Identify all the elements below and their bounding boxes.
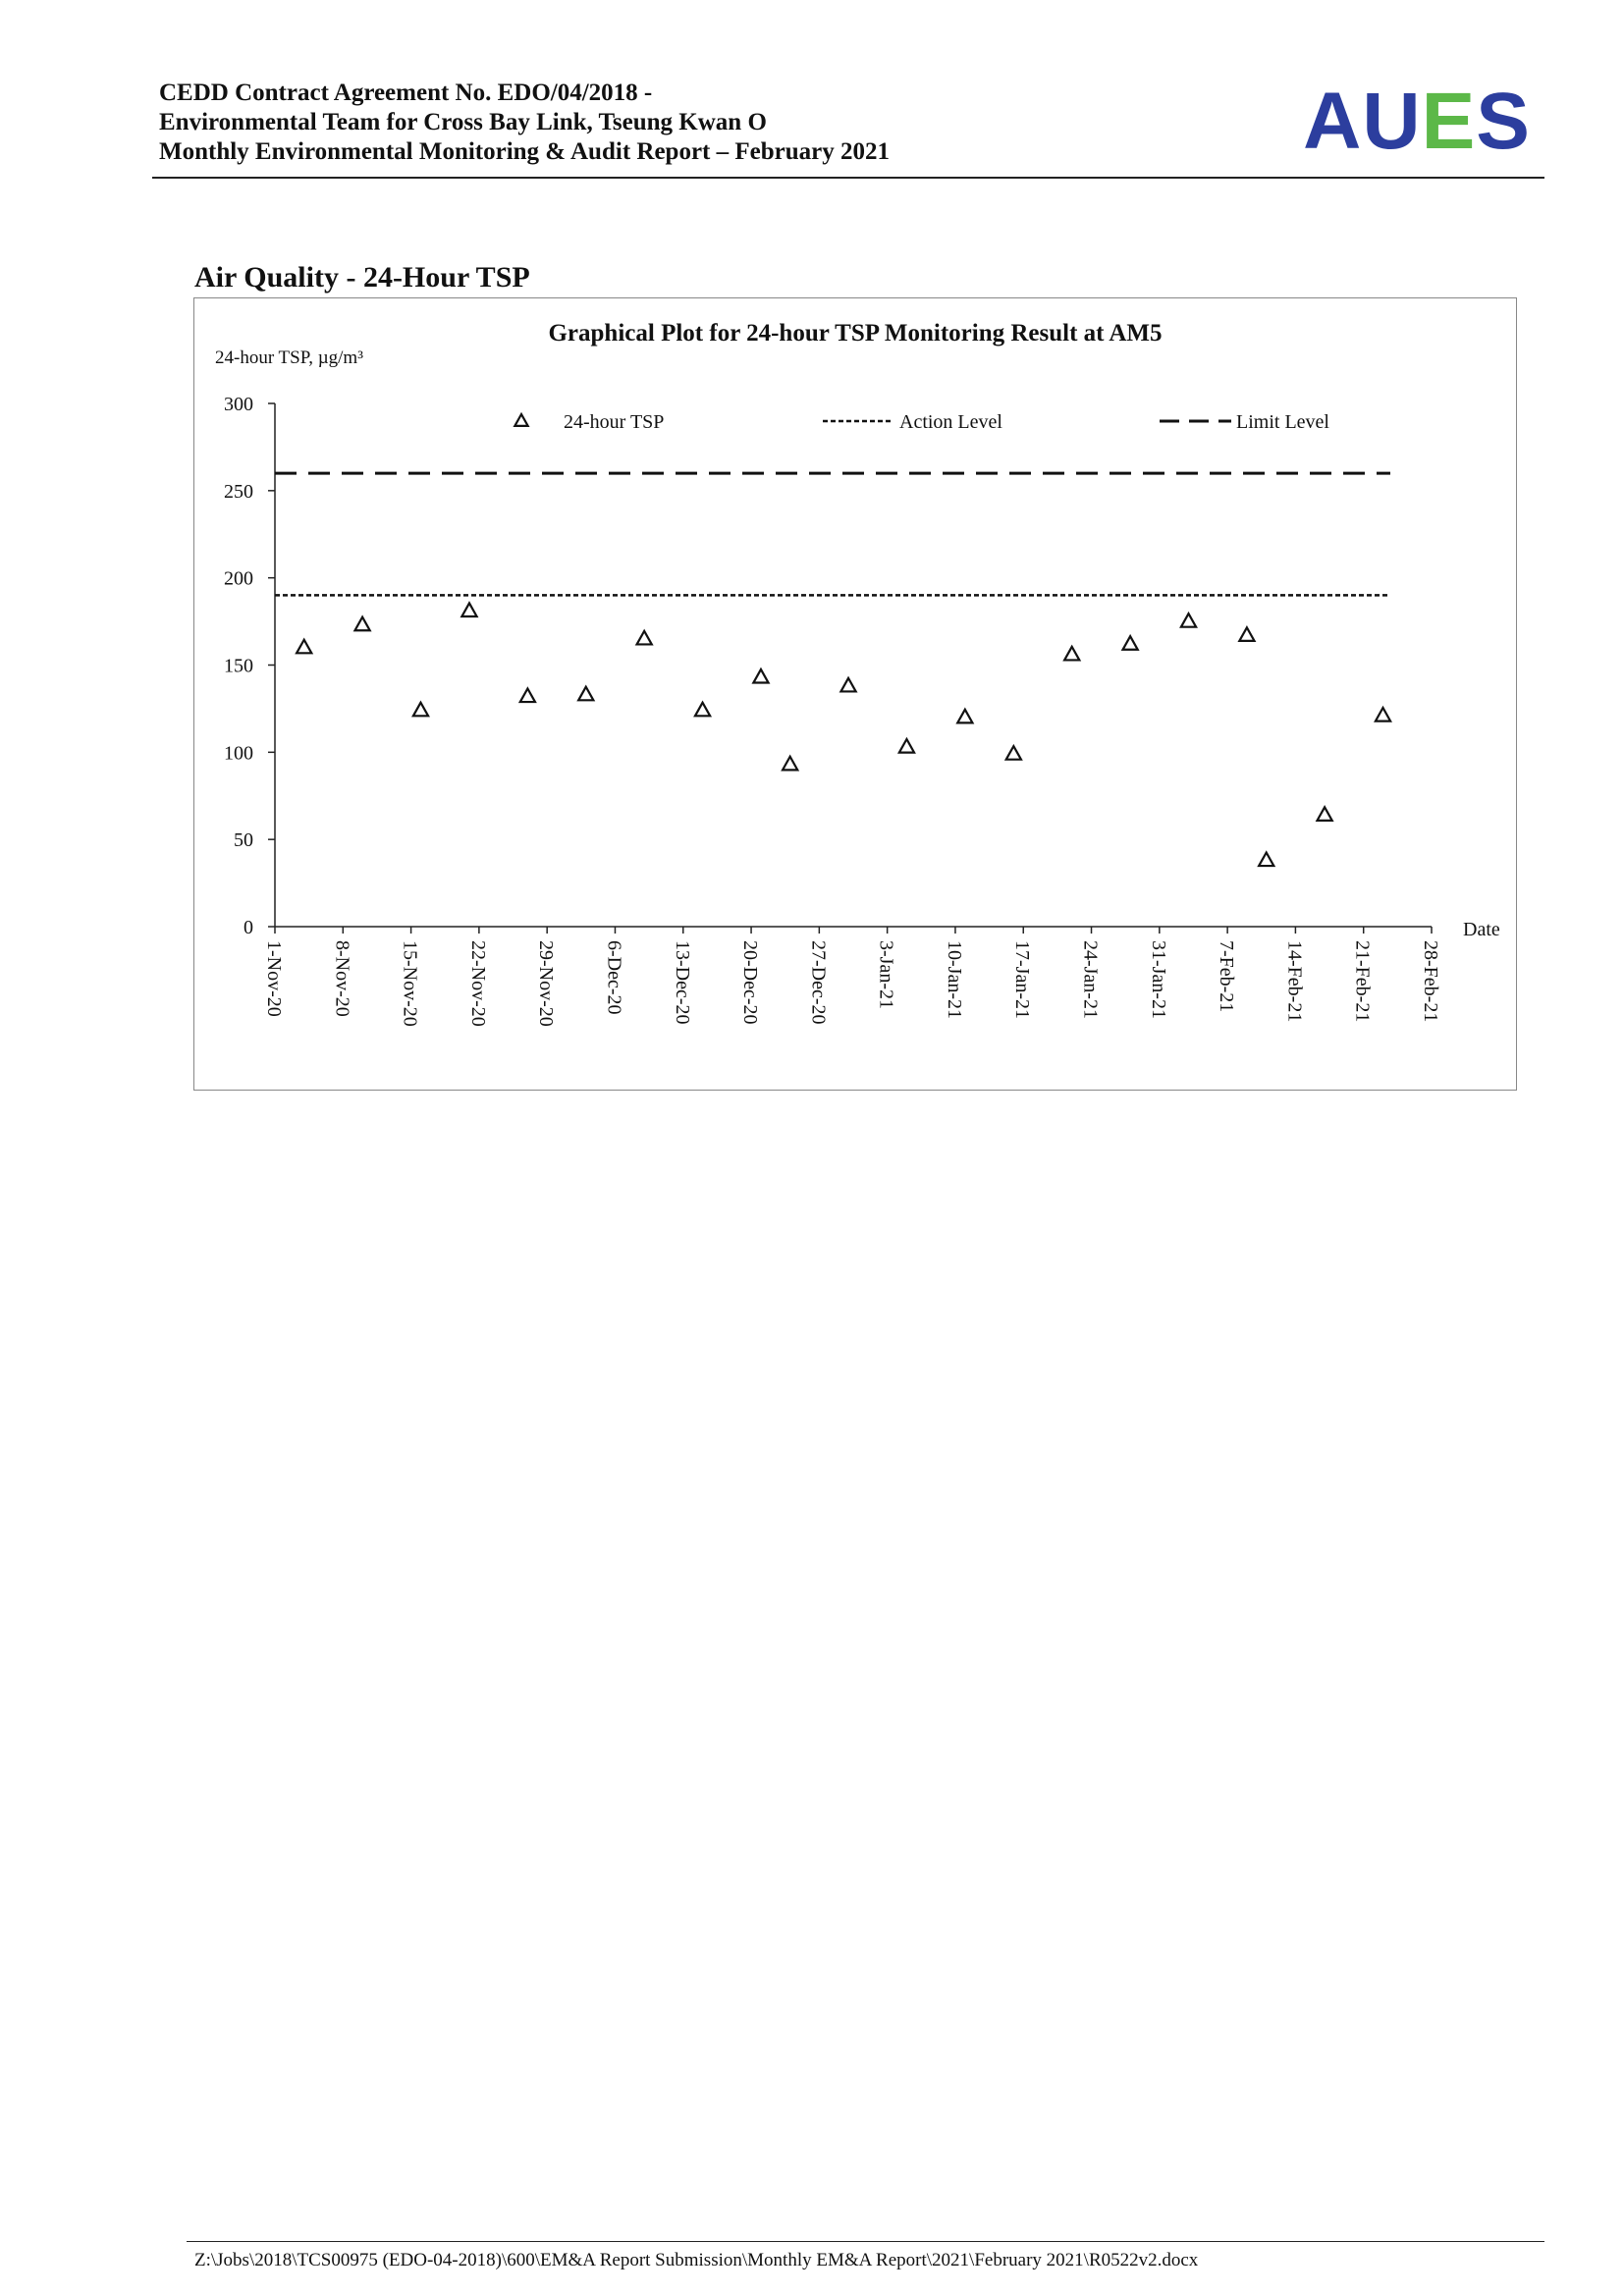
footer-rule [187, 2241, 1544, 2242]
tsp-data-point [1376, 708, 1390, 721]
tsp-data-point [753, 669, 768, 683]
x-tick-label: 13-Dec-20 [671, 940, 693, 1025]
tsp-data-point [783, 757, 797, 771]
aues-logo [1303, 77, 1531, 166]
y-tick-label: 100 [224, 742, 253, 765]
x-tick-label: 24-Jan-21 [1079, 940, 1102, 1019]
tsp-data-point [899, 739, 914, 753]
x-tick-label: 28-Feb-21 [1420, 940, 1441, 1023]
tsp-scatter-plot [194, 298, 1518, 1092]
footer-file-path: Z:\Jobs\2018\TCS00975 (EDO-04-2018)\600\EM&A Report Submission\Monthly EM&A Report\2021\February 2021\R0522v2.docx [194, 2250, 1199, 2270]
tsp-data-point [1006, 746, 1021, 760]
header-line-2: Environmental Team for Cross Bay Link, Tseung Kwan O [159, 109, 767, 135]
legend-label-tsp: 24-hour TSP [564, 411, 665, 433]
y-tick-label: 0 [244, 917, 253, 938]
tsp-data-point [297, 640, 311, 654]
logo-text-au: AU [1303, 77, 1422, 166]
y-tick-label: 150 [224, 655, 253, 677]
x-tick-label: 10-Jan-21 [943, 940, 965, 1019]
x-tick-label: 8-Nov-20 [331, 940, 353, 1017]
x-tick-label: 21-Feb-21 [1351, 940, 1374, 1023]
x-tick-label: 27-Dec-20 [807, 940, 830, 1025]
x-tick-label: 29-Nov-20 [535, 940, 558, 1027]
tsp-data-point [840, 678, 855, 692]
tsp-data-point [1259, 852, 1273, 866]
tsp-data-point [1318, 807, 1332, 821]
chart-container [193, 297, 1517, 1091]
tsp-data-point [578, 687, 593, 701]
tsp-data-point [1181, 614, 1196, 627]
header-rule [152, 177, 1544, 179]
header-line-1: CEDD Contract Agreement No. EDO/04/2018 - [159, 80, 653, 106]
x-axis-label: Date [1463, 919, 1500, 940]
y-tick-label: 50 [234, 829, 253, 852]
x-tick-label: 14-Feb-21 [1283, 940, 1306, 1023]
tsp-data-point [957, 710, 972, 723]
tsp-data-point [1064, 647, 1079, 661]
tsp-data-point [1239, 627, 1254, 641]
y-tick-label: 300 [224, 394, 253, 415]
tsp-data-point [637, 631, 652, 645]
chart-title: Graphical Plot for 24-hour TSP Monitoring Result at AM5 [548, 320, 1163, 347]
tsp-data-point [695, 703, 710, 717]
section-title: Air Quality - 24-Hour TSP [194, 261, 530, 294]
tsp-data-point [354, 617, 369, 631]
y-tick-label: 250 [224, 480, 253, 503]
tsp-data-point [520, 688, 535, 702]
x-tick-label: 3-Jan-21 [875, 940, 897, 1009]
y-tick-label: 200 [224, 567, 253, 590]
x-tick-label: 6-Dec-20 [603, 940, 625, 1015]
x-tick-label: 7-Feb-21 [1216, 940, 1238, 1013]
x-tick-label: 17-Jan-21 [1011, 940, 1034, 1019]
legend-label-action-level: Action Level [899, 411, 1002, 433]
y-axis-label: 24-hour TSP, µg/m³ [215, 347, 363, 368]
legend-label-limit-level: Limit Level [1236, 411, 1329, 433]
x-tick-label: 31-Jan-21 [1147, 940, 1169, 1019]
legend-triangle-icon [514, 414, 527, 426]
x-tick-label: 22-Nov-20 [466, 940, 489, 1027]
logo-text-s: S [1476, 77, 1531, 166]
x-tick-label: 1-Nov-20 [263, 940, 285, 1017]
tsp-data-point [461, 603, 476, 616]
x-tick-label: 15-Nov-20 [399, 940, 421, 1027]
tsp-data-point [1123, 636, 1138, 650]
header-line-3: Monthly Environmental Monitoring & Audit Report – February 2021 [159, 138, 890, 165]
x-tick-label: 20-Dec-20 [739, 940, 762, 1025]
logo-text-e: E [1421, 77, 1477, 166]
tsp-data-point [413, 703, 428, 717]
